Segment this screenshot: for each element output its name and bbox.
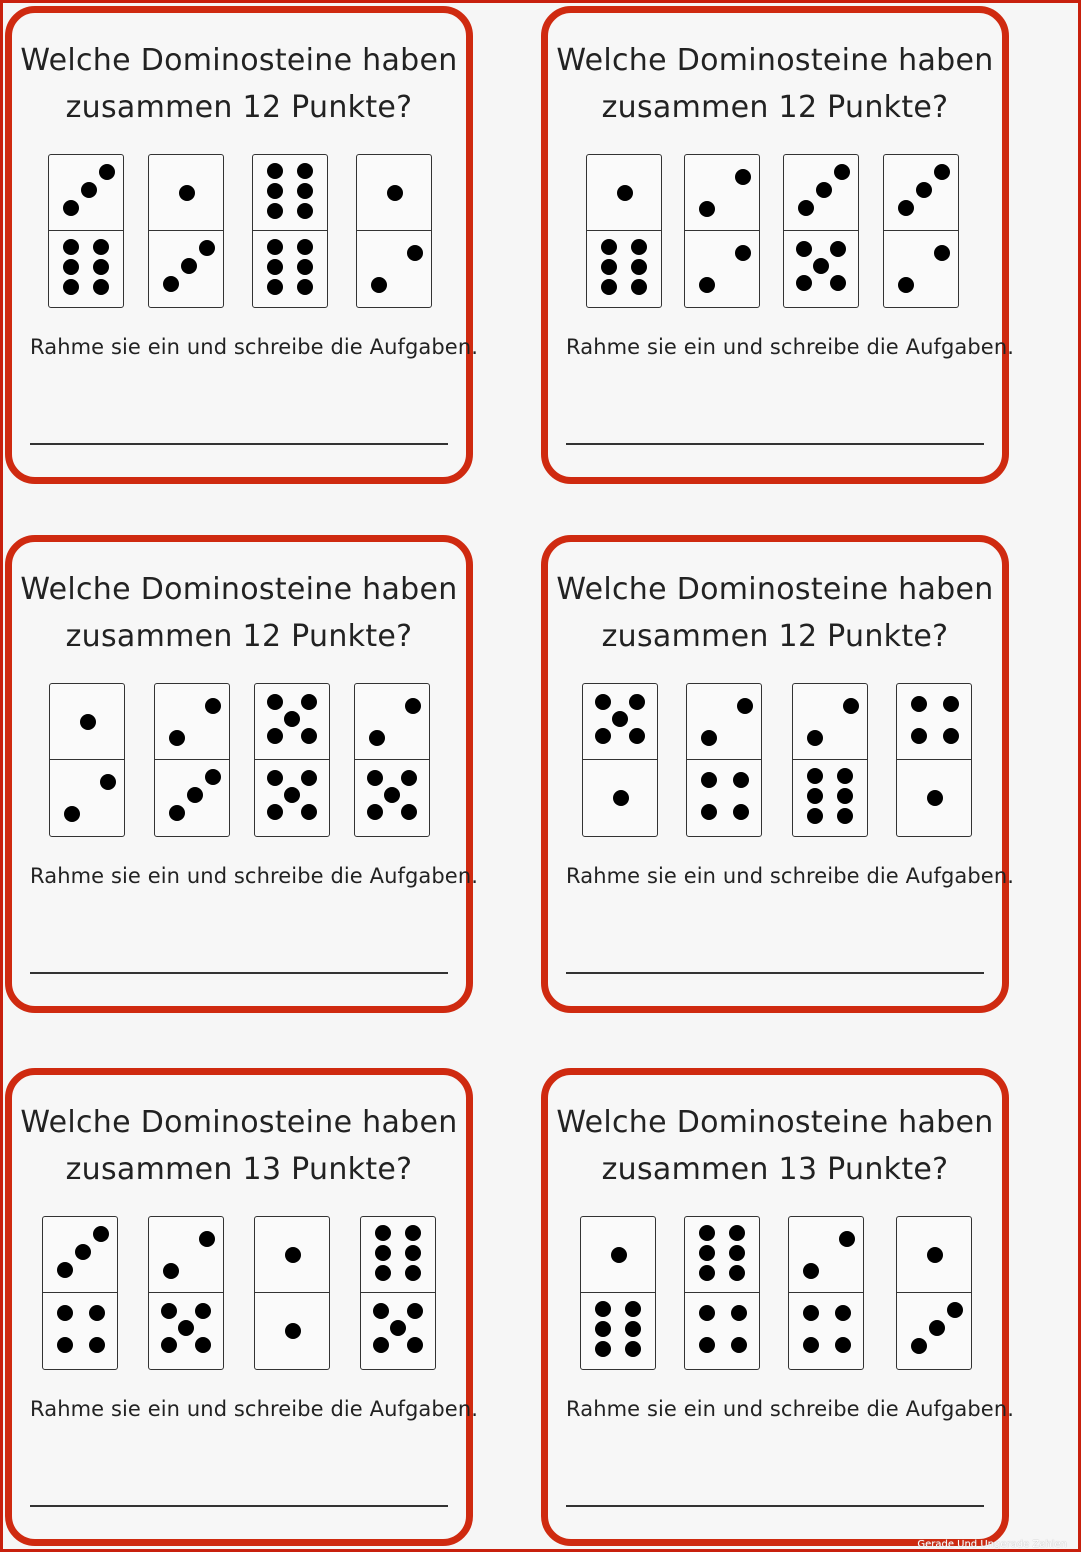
card-title-line-1: Welche Dominosteine haben <box>20 572 458 607</box>
domino-pip <box>267 183 283 199</box>
worksheet-card <box>541 535 1015 1013</box>
domino-pip <box>387 185 403 201</box>
domino-tile[interactable] <box>896 683 972 837</box>
domino-pip <box>284 711 300 727</box>
domino-pip <box>631 259 647 275</box>
domino-pip <box>93 259 109 275</box>
domino-pip <box>807 808 823 824</box>
domino-pip <box>57 1305 73 1321</box>
domino-pip <box>731 1305 747 1321</box>
domino-pip <box>699 201 715 217</box>
answer-line[interactable] <box>566 1505 984 1507</box>
card-instruction: Rahme sie ein und schreibe die Aufgaben. <box>30 1397 479 1421</box>
domino-tile[interactable] <box>783 154 859 308</box>
domino-pip <box>601 259 617 275</box>
card-title <box>12 37 466 131</box>
domino-pip <box>735 169 751 185</box>
domino-pip <box>611 1247 627 1263</box>
domino-pip <box>807 730 823 746</box>
domino-pip <box>625 1301 641 1317</box>
domino-pip <box>807 768 823 784</box>
domino-pip <box>843 698 859 714</box>
domino-pip <box>375 1245 391 1261</box>
domino-pip <box>729 1225 745 1241</box>
domino-pip <box>405 1265 421 1281</box>
domino-tile[interactable] <box>154 683 230 837</box>
domino-pip <box>371 277 387 293</box>
domino-pip <box>943 696 959 712</box>
domino-pip <box>729 1265 745 1281</box>
card-instruction: Rahme sie ein und schreibe die Aufgaben. <box>30 864 479 888</box>
domino-pip <box>199 240 215 256</box>
domino-tile[interactable] <box>788 1216 864 1370</box>
card-title-line-1: Welche Dominosteine haben <box>556 572 994 607</box>
domino-pip <box>267 694 283 710</box>
domino-pip <box>796 241 812 257</box>
domino-pip <box>796 275 812 291</box>
domino-pip <box>93 239 109 255</box>
domino-pip <box>64 806 80 822</box>
domino-tile[interactable] <box>148 154 224 308</box>
domino-pip <box>57 1337 73 1353</box>
domino-pip <box>733 804 749 820</box>
domino-pip <box>187 787 203 803</box>
domino-tile[interactable] <box>883 154 959 308</box>
domino-pip <box>699 1225 715 1241</box>
domino-pip <box>407 245 423 261</box>
domino-pip <box>63 200 79 216</box>
answer-line[interactable] <box>30 972 448 974</box>
domino-pip <box>929 1320 945 1336</box>
domino-pip <box>911 728 927 744</box>
domino-pip <box>803 1263 819 1279</box>
domino-pip <box>407 1337 423 1353</box>
domino-tile[interactable] <box>792 683 868 837</box>
domino-pip <box>369 730 385 746</box>
domino-tile[interactable] <box>254 1216 330 1370</box>
card-title <box>12 1099 466 1193</box>
domino-pip <box>701 804 717 820</box>
domino-pip <box>80 714 96 730</box>
domino-pip <box>367 804 383 820</box>
domino-pip <box>99 164 115 180</box>
domino-pip <box>375 1265 391 1281</box>
domino-pip <box>57 1262 73 1278</box>
domino-pip <box>179 185 195 201</box>
domino-pip <box>595 694 611 710</box>
domino-pip <box>297 239 313 255</box>
card-title-line-1: Welche Dominosteine haben <box>556 43 994 78</box>
domino-pip <box>595 1321 611 1337</box>
domino-tile[interactable] <box>252 154 328 308</box>
domino-pip <box>405 1245 421 1261</box>
domino-pip <box>631 279 647 295</box>
domino-tile[interactable] <box>684 154 760 308</box>
domino-pip <box>629 728 645 744</box>
domino-pip <box>384 787 400 803</box>
domino-tile[interactable] <box>354 683 430 837</box>
domino-pip <box>195 1303 211 1319</box>
domino-pip <box>267 770 283 786</box>
card-instruction: Rahme sie ein und schreibe die Aufgaben. <box>566 1397 1015 1421</box>
domino-pip <box>595 1341 611 1357</box>
domino-pip <box>75 1244 91 1260</box>
domino-tile[interactable] <box>586 154 662 308</box>
domino-pip <box>911 1338 927 1354</box>
answer-line[interactable] <box>30 443 448 445</box>
card-title-line-1: Welche Dominosteine haben <box>556 1105 994 1140</box>
domino-pip <box>297 203 313 219</box>
domino-tile[interactable] <box>356 154 432 308</box>
domino-pip <box>898 200 914 216</box>
domino-pip <box>699 1337 715 1353</box>
domino-pip <box>601 279 617 295</box>
domino-pip <box>267 163 283 179</box>
domino-pip <box>927 1247 943 1263</box>
card-title-line-1: Welche Dominosteine haben <box>20 1105 458 1140</box>
domino-pip <box>178 1320 194 1336</box>
card-title <box>548 37 1002 131</box>
domino-tile[interactable] <box>582 683 658 837</box>
domino-pip <box>701 730 717 746</box>
domino-pip <box>916 182 932 198</box>
domino-pip <box>830 275 846 291</box>
answer-line[interactable] <box>566 972 984 974</box>
domino-pip <box>798 200 814 216</box>
domino-pip <box>401 804 417 820</box>
domino-pip <box>699 1305 715 1321</box>
domino-pip <box>93 1226 109 1242</box>
domino-pip <box>163 1263 179 1279</box>
domino-pip <box>405 698 421 714</box>
domino-tile[interactable] <box>580 1216 656 1370</box>
card-instruction: Rahme sie ein und schreibe die Aufgaben. <box>566 335 1015 359</box>
domino-pip <box>807 788 823 804</box>
domino-pip <box>898 277 914 293</box>
domino-pip <box>837 808 853 824</box>
domino-pip <box>934 164 950 180</box>
card-title <box>548 1099 1002 1193</box>
card-title-line-2: zusammen 12 Punkte? <box>601 90 949 125</box>
card-title <box>548 566 1002 660</box>
domino-pip <box>401 770 417 786</box>
card-title-line-2: zusammen 13 Punkte? <box>601 1152 949 1187</box>
domino-pip <box>169 730 185 746</box>
domino-pip <box>943 728 959 744</box>
card-title-line-2: zusammen 13 Punkte? <box>65 1152 413 1187</box>
domino-pip <box>63 279 79 295</box>
domino-pip <box>737 698 753 714</box>
domino-pip <box>81 182 97 198</box>
domino-pip <box>89 1305 105 1321</box>
domino-tile[interactable] <box>49 683 125 837</box>
domino-pip <box>699 277 715 293</box>
card-instruction: Rahme sie ein und schreibe die Aufgaben. <box>566 864 1015 888</box>
domino-pip <box>301 804 317 820</box>
domino-pip <box>301 694 317 710</box>
domino-pip <box>699 1265 715 1281</box>
domino-pip <box>297 183 313 199</box>
domino-tile[interactable] <box>686 683 762 837</box>
domino-pip <box>163 276 179 292</box>
card-title-line-2: zusammen 12 Punkte? <box>65 90 413 125</box>
domino-pip <box>927 790 943 806</box>
domino-pip <box>837 788 853 804</box>
domino-pip <box>267 279 283 295</box>
domino-pip <box>830 241 846 257</box>
domino-pip <box>195 1337 211 1353</box>
domino-pip <box>803 1337 819 1353</box>
domino-pip <box>267 259 283 275</box>
domino-pip <box>390 1320 406 1336</box>
domino-pip <box>629 694 645 710</box>
domino-pip <box>699 1245 715 1261</box>
domino-pip <box>612 711 628 727</box>
footer-watermark: Gerade Und Ungerade Zahlen <box>917 1539 1067 1550</box>
domino-pip <box>161 1303 177 1319</box>
domino-pip <box>373 1303 389 1319</box>
domino-pip <box>625 1321 641 1337</box>
domino-pip <box>100 774 116 790</box>
domino-pip <box>735 245 751 261</box>
domino-pip <box>367 770 383 786</box>
card-title-line-2: zusammen 12 Punkte? <box>601 619 949 654</box>
domino-pip <box>625 1341 641 1357</box>
domino-tile[interactable] <box>896 1216 972 1370</box>
domino-pip <box>199 1231 215 1247</box>
domino-pip <box>285 1323 301 1339</box>
domino-pip <box>731 1337 747 1353</box>
domino-pip <box>181 258 197 274</box>
domino-pip <box>729 1245 745 1261</box>
domino-pip <box>816 182 832 198</box>
domino-pip <box>93 279 109 295</box>
domino-pip <box>63 259 79 275</box>
domino-pip <box>631 239 647 255</box>
worksheet-card <box>5 535 479 1013</box>
domino-pip <box>947 1302 963 1318</box>
domino-tile[interactable] <box>684 1216 760 1370</box>
domino-pip <box>837 768 853 784</box>
answer-line[interactable] <box>30 1505 448 1507</box>
domino-tile[interactable] <box>148 1216 224 1370</box>
domino-pip <box>267 239 283 255</box>
domino-pip <box>595 728 611 744</box>
domino-pip <box>601 239 617 255</box>
domino-pip <box>834 164 850 180</box>
domino-pip <box>373 1337 389 1353</box>
card-instruction: Rahme sie ein und schreibe die Aufgaben. <box>30 335 479 359</box>
domino-pip <box>297 279 313 295</box>
domino-pip <box>205 769 221 785</box>
worksheet-card <box>541 6 1015 484</box>
domino-pip <box>405 1225 421 1241</box>
domino-tile[interactable] <box>360 1216 436 1370</box>
domino-pip <box>285 1247 301 1263</box>
domino-pip <box>301 770 317 786</box>
domino-pip <box>297 259 313 275</box>
domino-pip <box>613 790 629 806</box>
card-title-line-1: Welche Dominosteine haben <box>20 43 458 78</box>
domino-pip <box>617 185 633 201</box>
domino-pip <box>911 696 927 712</box>
worksheet-card <box>5 6 479 484</box>
domino-pip <box>205 698 221 714</box>
domino-pip <box>63 239 79 255</box>
domino-pip <box>301 728 317 744</box>
domino-pip <box>733 772 749 788</box>
domino-tile[interactable] <box>254 683 330 837</box>
domino-pip <box>701 772 717 788</box>
domino-pip <box>595 1301 611 1317</box>
domino-pip <box>813 258 829 274</box>
card-title-line-2: zusammen 12 Punkte? <box>65 619 413 654</box>
domino-pip <box>835 1337 851 1353</box>
domino-pip <box>169 805 185 821</box>
domino-pip <box>835 1305 851 1321</box>
domino-pip <box>934 245 950 261</box>
domino-tile[interactable] <box>42 1216 118 1370</box>
domino-pip <box>267 203 283 219</box>
domino-pip <box>839 1231 855 1247</box>
domino-pip <box>161 1337 177 1353</box>
domino-pip <box>375 1225 391 1241</box>
domino-pip <box>407 1303 423 1319</box>
answer-line[interactable] <box>566 443 984 445</box>
domino-pip <box>297 163 313 179</box>
domino-pip <box>803 1305 819 1321</box>
card-title <box>12 566 466 660</box>
domino-pip <box>267 804 283 820</box>
worksheet-card <box>5 1068 479 1546</box>
domino-pip <box>267 728 283 744</box>
domino-pip <box>284 787 300 803</box>
domino-tile[interactable] <box>48 154 124 308</box>
worksheet-card <box>541 1068 1015 1546</box>
domino-pip <box>89 1337 105 1353</box>
